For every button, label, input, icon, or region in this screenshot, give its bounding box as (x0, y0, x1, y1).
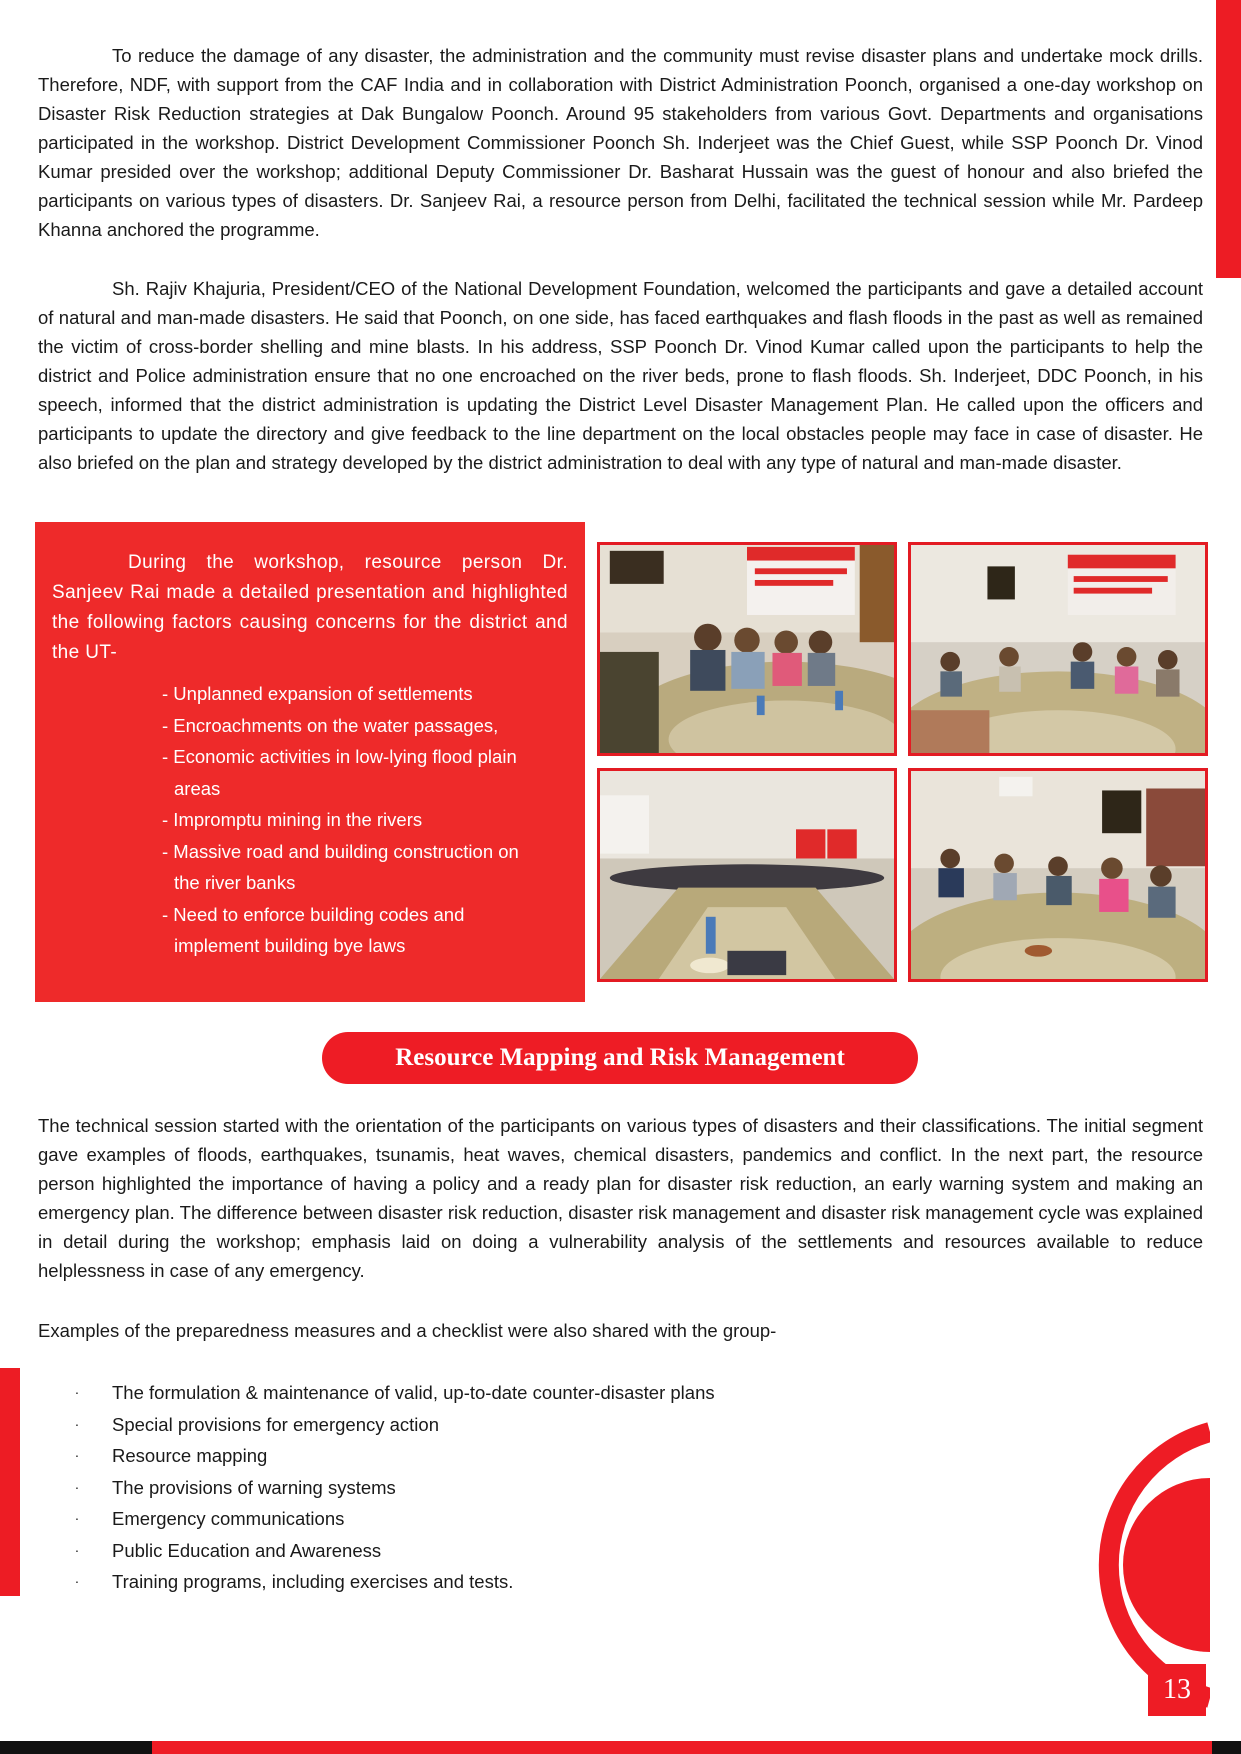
list-item: · Emergency communications (72, 1503, 715, 1535)
list-item: · The formulation & maintenance of valid, up-to-date counter-disaster plans (72, 1377, 715, 1409)
intro-paragraph: To reduce the damage of any disaster, the administration and the community must revise disaster plans and undertake mock drills. Therefore, NDF, with support from the CAF India and in collaboration with District Administration Poonch, organised a one-day workshop on Disaster Risk Reduction strategies at Dak Bungalow Poonch. Around 95 stakeholders from various Govt. Departments and organisations participated in the workshop. District Development Commissioner Poonch Sh. Inderjeet was the Chief Guest, while SSP Poonch Dr. Vinod Kumar presided over the workshop; additional Deputy Commissioner Dr. Basharat Hussain was the guest of honour and also briefed the participants on various types of disasters. Dr. Sanjeev Rai, a resource person from Delhi, facilitated the technical session while Mr. Pardeep Khanna anchored the programme. (38, 45, 1203, 240)
concern-item: - Massive road and building construction on the river banks (162, 840, 519, 893)
list-item: · Resource mapping (72, 1440, 715, 1472)
bullet-icon: · (74, 1510, 80, 1526)
bullet-icon: · (74, 1415, 80, 1432)
concerns-intro: During the workshop, resource person Dr. Sanjeev Rai made a detailed presentation and highlighted the following factors causing concerns for the district and the UT- (52, 552, 568, 663)
preparedness-checklist (72, 1377, 715, 1598)
bullet-icon: · (74, 1384, 80, 1400)
bullet-icon: · (74, 1447, 80, 1463)
technical-session-paragraph: The technical session started with the orientation of the participants on various types of disasters and their classifications. The initial segment gave examples of floods, earthquakes, tsunamis, heat waves, chemical disasters, pandemics and conflict. In the next part, the resource person highlighted the importance of having a policy and a ready plan for disaster risk reduction, an early warning system and making an emergency plan. The difference between disaster risk reduction, disaster risk management and disaster risk management cycle was explained in detail during the workshop; emphasis laid on doing a vulnerability analysis of the settlements and resources available to reduce helplessness in case of any emergency. (38, 1115, 1203, 1281)
concern-item: - Impromptu mining in the rivers (162, 809, 423, 830)
bullet-icon: · (74, 1478, 80, 1495)
concern-item: - Unplanned expansion of settlements (162, 683, 473, 704)
workshop-photo-3 (597, 768, 897, 982)
concerns-list (52, 678, 568, 962)
checklist-intro: Examples of the preparedness measures and a checklist were also shared with the group- (38, 1320, 777, 1341)
concern-item: - Encroachments on the water passages, (162, 714, 499, 736)
decorative-red-bar-top-right (1216, 0, 1241, 278)
section-heading: Resource Mapping and Risk Management (322, 1032, 918, 1084)
bullet-icon: · (74, 1573, 80, 1589)
workshop-photo-2 (908, 542, 1208, 756)
bullet-icon: · (74, 1541, 80, 1558)
workshop-photo-1 (597, 542, 897, 756)
list-item: · Public Education and Awareness (72, 1535, 715, 1567)
list-item: · The provisions of warning systems (72, 1472, 715, 1504)
concern-item: - Economic activities in low-lying flood plain areas (162, 746, 517, 799)
concern-item: - Need to enforce building codes and implement building bye laws (162, 903, 465, 956)
workshop-photo-4 (908, 768, 1208, 982)
welcome-paragraph: Sh. Rajiv Khajuria, President/CEO of the National Development Foundation, welcomed the participants and gave a detailed account of natural and man-made disasters. He said that Poonch, on one side, has faced earthquakes and flash floods in the past as well as remained the victim of cross-border shelling and mine blasts. In his address, SSP Poonch Dr. Vinod Kumar called upon the participants to help the district and Police administration ensure that no one encroached on the river beds, prone to flash floods. Sh. Inderjeet, DDC Poonch, in his speech, informed that the district administration is updating the District Level Disaster Management Plan. He called upon the officers and participants to update the directory and give feedback to the line department on the local obstacles people may face in case of disaster. He also briefed on the plan and strategy developed by the district administration to deal with any type of natural and man-made disaster. (38, 278, 1203, 473)
concerns-panel (35, 522, 585, 1002)
list-item: · Training programs, including exercises and tests. (72, 1566, 715, 1598)
page-number: 13 (1148, 1664, 1206, 1716)
decorative-red-bar-bottom-left (0, 1368, 20, 1596)
footer-bar-accent (152, 1741, 1212, 1754)
list-item: · Special provisions for emergency action (72, 1409, 715, 1441)
